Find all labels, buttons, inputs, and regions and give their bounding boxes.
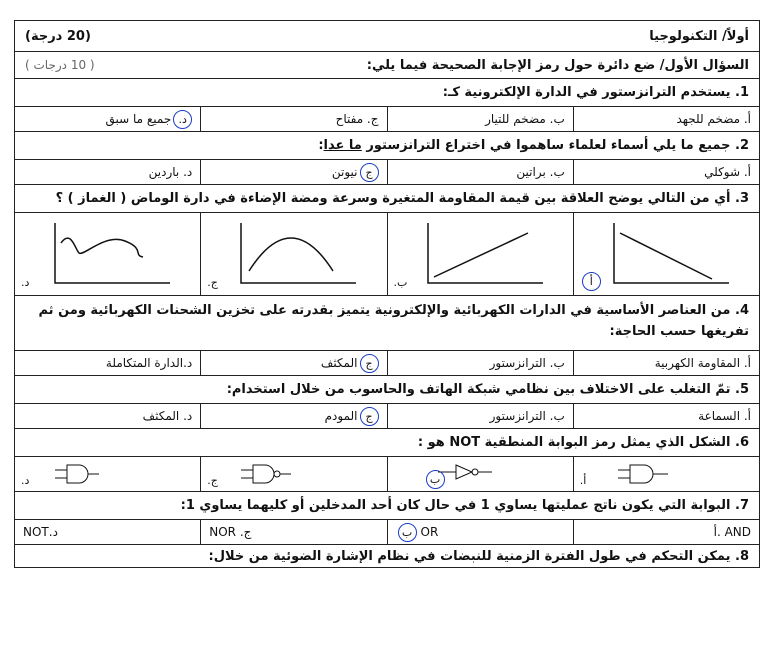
q1-option-d[interactable] — [15, 107, 200, 131]
q6-label-d: د. — [21, 474, 30, 487]
section-title: أولاً/ التكنولوجيا — [649, 28, 749, 44]
q5-option-d[interactable]: د. المكثف — [142, 409, 193, 423]
q6-text: 6. الشكل الذي يمثل رمز البوابة المنطقية NOT هو : — [417, 435, 749, 450]
increasing-line-graph — [398, 219, 548, 289]
answer-circle: ج — [360, 354, 379, 373]
q2-text: 2. جميع ما يلي أسماء لعلماء ساهموا في اختراع الترانزستور ما عدا: — [318, 138, 749, 153]
answer-circle: ج — [360, 407, 379, 426]
nand-gate-icon — [231, 462, 311, 486]
q3-graphs — [15, 213, 759, 296]
q2-option-d[interactable]: د. باردين — [148, 165, 193, 179]
q2-option-c[interactable] — [200, 160, 386, 184]
answer-circle: ج — [360, 163, 379, 182]
q4-text: 4. من العناصر الأساسية في الدارات الكهربائية والإلكترونية يتميز بقدرته على تخزين الشحنات الكهربائية ومن ثم تفريغها حسب الحاجة: — [38, 303, 749, 339]
q6-option-c[interactable] — [200, 457, 386, 491]
q3-label-b: ب. — [393, 276, 408, 289]
q3-label-c: ج. — [207, 276, 218, 289]
q6-label-c: ج. — [207, 474, 218, 487]
q6-label-a: أ. — [579, 474, 587, 487]
q4-option-d[interactable]: د.الدارة المتكاملة — [105, 356, 193, 370]
and-gate-icon — [604, 462, 684, 486]
q5-options — [15, 404, 759, 429]
q6-gates — [15, 457, 759, 492]
q6-option-b[interactable] — [387, 457, 573, 491]
q4-option-c[interactable] — [200, 351, 386, 375]
answer-circle: ب — [398, 523, 417, 542]
q3-text: 3. أي من التالي يوضح العلاقة بين قيمة المقاومة المتغيرة وسرعة ومضة الإضاءة في دارة الوماض ( الغماز ) ؟ — [55, 191, 749, 206]
q7-option-d[interactable]: د.NOT — [23, 525, 58, 539]
q5-text: 5. تمّ التغلب على الاختلاف بين نظامي شبكة الهاتف والحاسوب من خلال استخدام: — [226, 382, 749, 397]
q2-option-b[interactable]: ب. براتين — [387, 160, 573, 184]
main-question-marks: ( 10 درجات ) — [25, 58, 95, 72]
q7-option-b-text: OR — [420, 525, 439, 539]
q5-option-c-text: المودم — [324, 409, 358, 423]
q4-option-b[interactable]: ب. الترانزستور — [387, 351, 573, 375]
q3-graph-d[interactable] — [15, 213, 200, 295]
q1-option-d-text: جميع ما سبق — [105, 112, 172, 126]
answer-circle: د. — [173, 110, 192, 129]
decreasing-line-graph — [584, 219, 734, 289]
exam-sheet — [14, 20, 760, 568]
answer-circle: ب — [426, 470, 445, 489]
parabola-graph — [211, 219, 361, 289]
q5-option-a[interactable]: أ. السماعة — [573, 404, 759, 428]
q4-option-a[interactable]: أ. المقاومة الكهربية — [573, 351, 759, 375]
q7-text: 7. البوابة التي يكون ناتج عمليتها يساوي 1 في حال كان أحد المدخلين أو كليهما يساوي 1: — [180, 498, 749, 513]
q6-option-d[interactable] — [15, 457, 200, 491]
q1-option-b[interactable]: ب. مضخم للتيار — [387, 107, 573, 131]
q3-graph-c[interactable] — [200, 213, 386, 295]
q5-option-c[interactable] — [200, 404, 386, 428]
main-question: السؤال الأول/ ضع دائرة حول رمز الإجابة الصحيحة فيما يلي: — [366, 57, 749, 73]
q7-options — [15, 520, 759, 545]
q4-option-c-text: المكثف — [320, 356, 358, 370]
answer-circle: أ — [582, 272, 601, 291]
q5-option-b[interactable]: ب. الترانزستور — [387, 404, 573, 428]
q1-options — [15, 107, 759, 132]
q6-option-a[interactable] — [573, 457, 759, 491]
total-marks: (20 درجة) — [25, 28, 91, 44]
q1-option-c[interactable]: ج. مفتاح — [200, 107, 386, 131]
q1-text: 1. يستخدم الترانزستور في الدارة الإلكترونية كـ: — [442, 85, 749, 100]
q3-graph-a[interactable] — [573, 213, 759, 295]
q2-options — [15, 160, 759, 185]
q2-option-c-text: نيوتن — [331, 165, 358, 179]
q7-option-c[interactable]: ج. NOR — [200, 520, 386, 544]
q3-label-d: د. — [21, 276, 30, 289]
and-gate-icon — [45, 462, 125, 486]
wavy-curve-graph — [25, 219, 175, 289]
q1-option-a[interactable]: أ. مضخم للجهد — [573, 107, 759, 131]
q2-option-a[interactable]: أ. شوكلي — [573, 160, 759, 184]
q7-option-a[interactable]: أ. AND — [573, 520, 759, 544]
q8-text: 8. يمكن التحكم في طول الفترة الزمنية للنبضات في نظام الإشارة الضوئية من خلال: — [208, 548, 749, 564]
q3-graph-b[interactable] — [387, 213, 573, 295]
q7-option-b[interactable] — [387, 520, 573, 544]
q4-options — [15, 351, 759, 376]
